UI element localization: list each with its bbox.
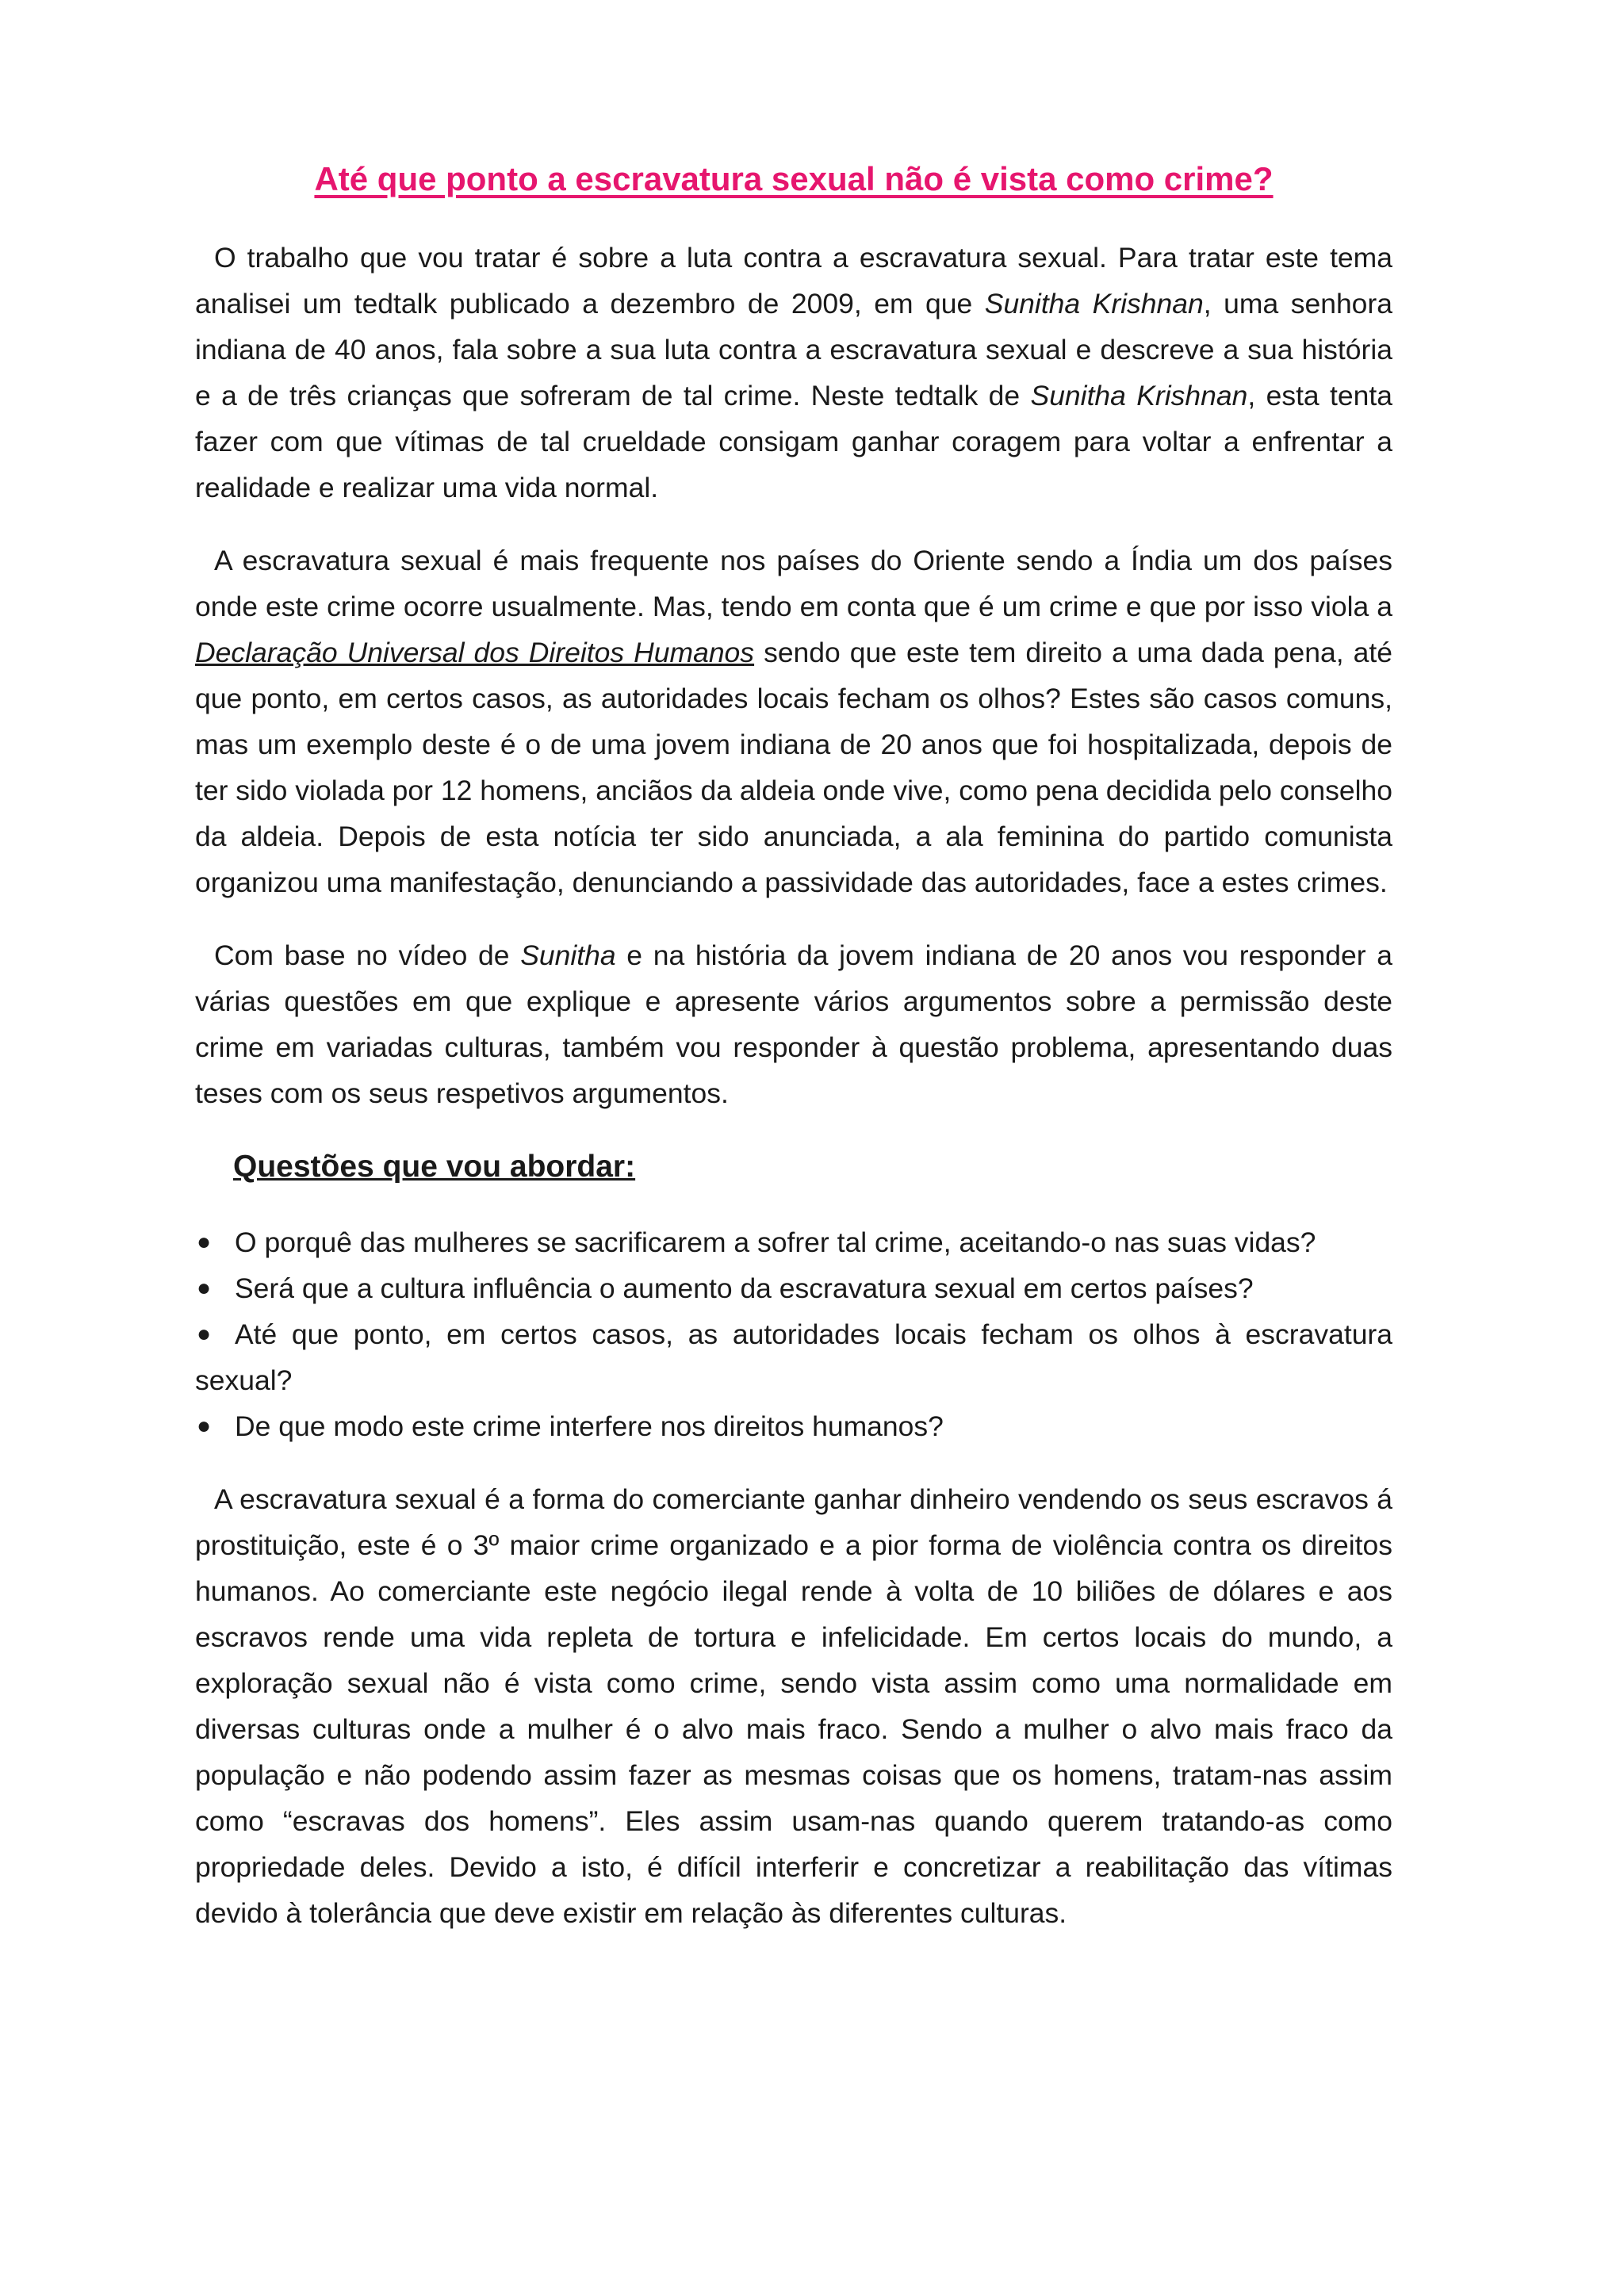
intro-speaker-name-2: Sunitha Krishnan — [1030, 380, 1248, 411]
approach-text-2: e na história da jovem indiana de 20 anos vou responder a várias questões em que explique e apresente vários argumentos sobre a permissão deste crime em variadas culturas, também vou responder à questão problema, apresentando duas teses com os seus respetivos argumentos. — [195, 939, 1392, 1109]
approach-text-1: Com base no vídeo de — [214, 939, 521, 971]
intro-text-3: , esta tenta fazer com que vítimas de tal crueldade consigam ganhar coragem para voltar a enfrentar a realidade e realizar uma vida normal. — [195, 380, 1392, 503]
paragraph-approach — [195, 932, 1392, 1116]
questions-list — [195, 1219, 1392, 1449]
approach-speaker-name: Sunitha — [520, 939, 616, 971]
questions-heading: Questões que vou abordar: — [233, 1150, 636, 1184]
document-page — [195, 151, 1392, 1963]
intro-speaker-name-1: Sunitha Krishnan — [984, 288, 1204, 320]
bullet-icon: ● — [197, 1275, 212, 1301]
bullet-icon: ● — [197, 1321, 212, 1347]
intro-text-2: , uma senhora indiana de 40 anos, fala sobre a sua luta contra a escravatura sexual e descreve a sua história e a de três crianças que sofreram de tal crime. Neste tedtalk de — [195, 288, 1392, 411]
list-item — [195, 1265, 1392, 1311]
list-item — [195, 1311, 1392, 1403]
bullet-icon: ● — [197, 1229, 212, 1255]
question-text: De que modo este crime interfere nos direitos humanos? — [235, 1410, 944, 1442]
document-title: Até que ponto a escravatura sexual não é vista como crime? — [314, 160, 1274, 197]
context-text-1: A escravatura sexual é mais frequente nos países do Oriente sendo a Índia um dos países onde este crime ocorre usualmente. Mas, tendo em conta que é um crime e que por isso viola a — [195, 545, 1392, 622]
list-item — [195, 1403, 1392, 1449]
question-text: O porquê das mulheres se sacrificarem a sofrer tal crime, aceitando-o nas suas vidas? — [235, 1226, 1316, 1258]
bullet-icon: ● — [197, 1413, 212, 1439]
paragraph-context — [195, 538, 1392, 905]
intro-text-1: O trabalho que vou tratar é sobre a luta contra a escravatura sexual. Para tratar este tema analisei um tedtalk publicado a dezembro de 2009, em que — [195, 242, 1392, 320]
question-text: Será que a cultura influência o aumento da escravatura sexual em certos países? — [235, 1272, 1254, 1304]
declaration-link[interactable]: Declaração Universal dos Direitos Humanos — [195, 637, 755, 668]
paragraph-intro — [195, 235, 1392, 511]
context-text-2: sendo que este tem direito a uma dada pena, até que ponto, em certos casos, as autoridades locais fecham os olhos? Estes são casos comuns, mas um exemplo deste é o de uma jovem indiana de 20 anos que foi hospitalizada, depois de ter sido violada por 12 homens, anciãos da aldeia onde vive, como pena decidida pelo conselho da aldeia. Depois de esta notícia ter sido anunciada, a ala feminina do partido comunista organizou uma manifestação, denunciando a passividade das autoridades, face a estes crimes. — [195, 637, 1393, 898]
question-text: Até que ponto, em certos casos, as autoridades locais fecham os olhos à escravatura sexual? — [195, 1318, 1392, 1396]
list-item — [195, 1219, 1392, 1265]
paragraph-analysis: A escravatura sexual é a forma do comerciante ganhar dinheiro vendendo os seus escravos á prostituição, este é o 3º maior crime organizado e a pior forma de violência contra os direitos humanos. Ao comerciante este negócio ilegal rende à volta de 10 biliões de dólares e aos escravos rende uma vida repleta de tortura e infelicidade. Em certos locais do mundo, a exploração sexual não é vista como crime, sendo vista assim como uma normalidade em diversas culturas onde a mulher é o alvo mais fraco. Sendo a mulher o alvo mais fraco da população e não podendo assim fazer as mesmas coisas que os homens, tratam-nas assim como “escravas dos homens”. Eles assim usam-nas quando querem tratando-as como propriedade deles. Devido a isto, é difícil interferir e concretizar a reabilitação das vítimas devido à tolerância que deve existir em relação às diferentes culturas. — [195, 1483, 1392, 1929]
